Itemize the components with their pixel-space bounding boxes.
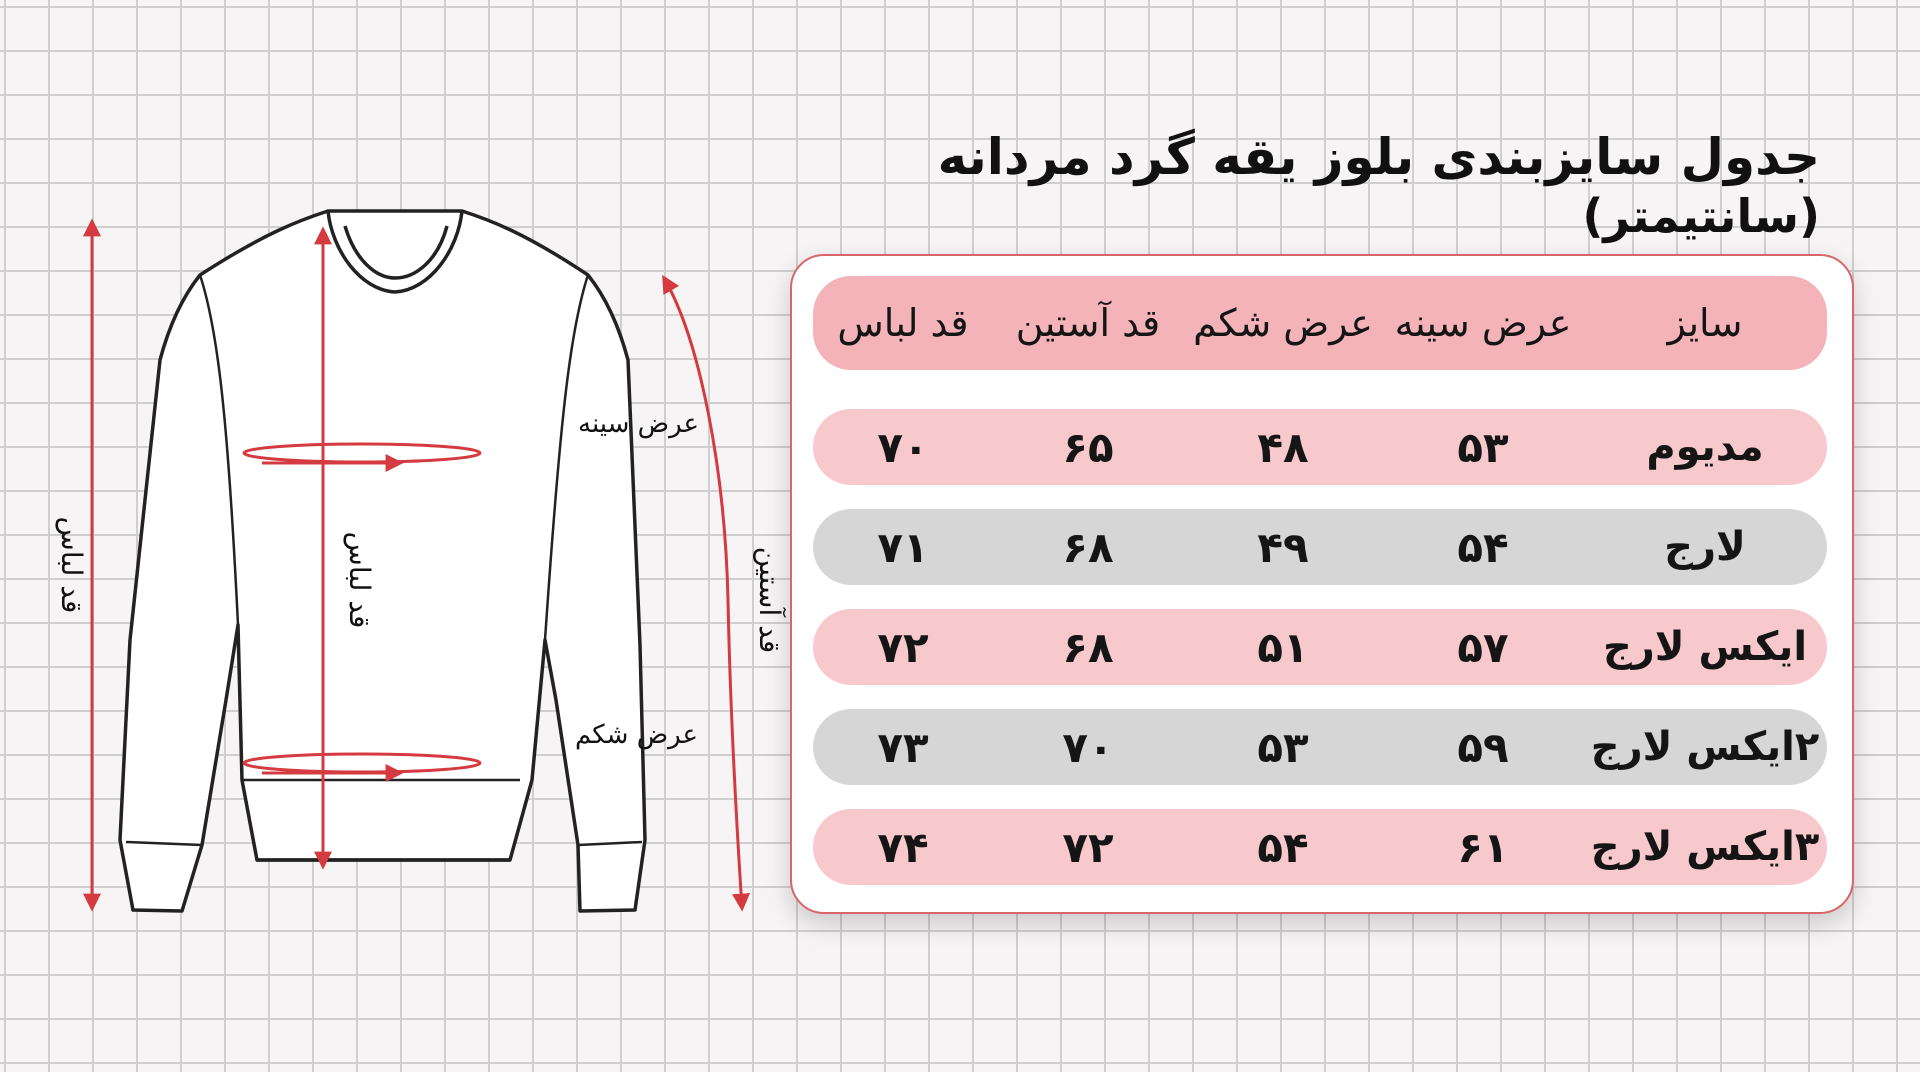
page-title xyxy=(760,128,1820,244)
sleeve-label: قد آستین xyxy=(753,546,786,654)
cell-sleeve: ۶۸ xyxy=(1062,622,1114,672)
header-sleeve: قد آستین xyxy=(1015,301,1161,345)
cell-chest: ۶۱ xyxy=(1457,822,1509,872)
cell-size: ایکس لارج xyxy=(1602,624,1808,670)
cell-chest: ۵۳ xyxy=(1457,422,1509,472)
chest-label: عرض سینه xyxy=(578,409,699,439)
body-length-label: قد لباس xyxy=(343,531,376,629)
cell-length: ۷۳ xyxy=(877,722,929,772)
cell-waist: ۵۱ xyxy=(1257,622,1309,672)
table-row xyxy=(813,709,1827,785)
cell-size: لارج xyxy=(1664,524,1746,570)
size-table-card xyxy=(790,254,1854,914)
title-unit: (سانتیمتر) xyxy=(1582,189,1820,243)
sweater-diagram xyxy=(0,0,800,1072)
cell-waist: ۴۸ xyxy=(1257,422,1309,472)
table-row xyxy=(813,409,1827,485)
cell-sleeve: ۷۲ xyxy=(1062,822,1114,872)
table-row xyxy=(813,809,1827,885)
cell-chest: ۵۷ xyxy=(1457,622,1509,672)
header-length: قد لباس xyxy=(837,301,969,345)
cell-length: ۷۴ xyxy=(877,822,929,872)
sleeve-length-arrow xyxy=(664,278,742,908)
cell-chest: ۵۹ xyxy=(1457,722,1509,772)
cell-sleeve: ۶۸ xyxy=(1062,522,1114,572)
cell-length: ۷۱ xyxy=(877,522,929,572)
cell-size: ۳ایکس لارج xyxy=(1590,824,1820,870)
table-row xyxy=(813,509,1827,585)
cell-sleeve: ۶۵ xyxy=(1062,422,1114,472)
cell-waist: ۴۹ xyxy=(1257,522,1309,572)
table-row xyxy=(813,609,1827,685)
waist-label: عرض شکم xyxy=(575,720,699,750)
title-text: جدول سایزبندی بلوز یقه گرد مردانه xyxy=(937,128,1820,186)
cell-length: ۷۲ xyxy=(877,622,929,672)
table-header-row xyxy=(813,276,1827,370)
header-size: سایز xyxy=(1667,301,1743,345)
cell-sleeve: ۷۰ xyxy=(1062,722,1114,772)
cell-waist: ۵۴ xyxy=(1257,822,1309,872)
cell-waist: ۵۳ xyxy=(1257,722,1309,772)
header-waist: عرض شکم xyxy=(1193,301,1373,345)
cell-chest: ۵۴ xyxy=(1457,522,1509,572)
sweater-outline xyxy=(120,211,645,911)
outer-length-label: قد لباس xyxy=(55,516,88,614)
cell-size: مدیوم xyxy=(1646,424,1764,470)
cell-length: ۷۰ xyxy=(877,422,929,472)
header-chest: عرض سینه xyxy=(1394,301,1572,345)
cell-size: ۲ایکس لارج xyxy=(1590,724,1820,770)
